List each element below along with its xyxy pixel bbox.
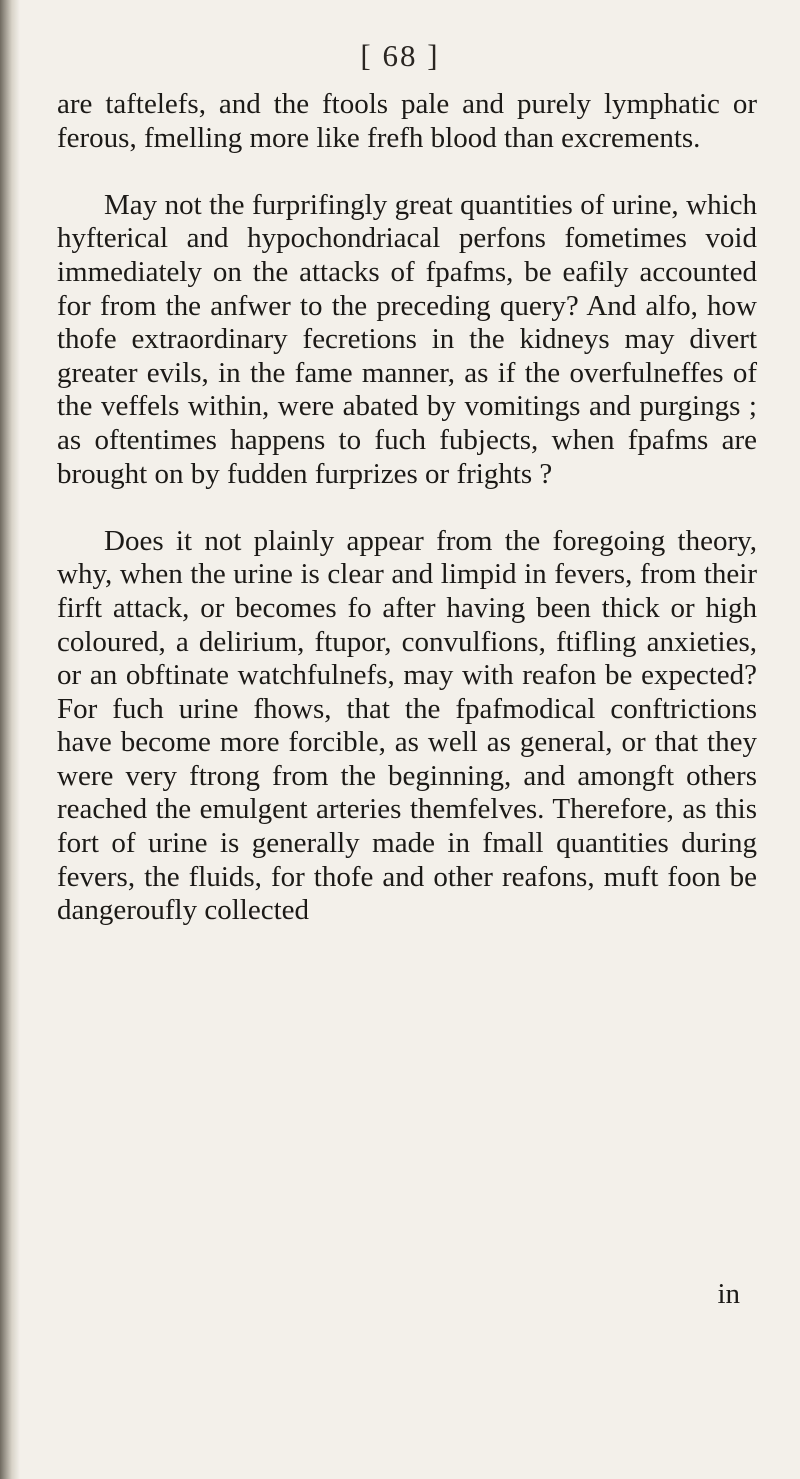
catchword: in [717,1278,740,1310]
page-number: [ 68 ] [360,38,440,73]
paragraph-1: are taftelefs, and the ftools pale and purely lymphatic or ferous, fmelling more like frefh blood than excrements. [57,88,757,154]
paragraph-2: May not the furprifingly great quantities of urine, which hyfterical and hypochondriacal perfons fometimes void immediately on the attacks of fpafms, be eafily accounted for from the anfwer to the preceding query? And alfo, how thofe extraordinary fecretions in the kidneys may divert greater evils, in the fame manner, as if the overfulneffes of the veffels within, were abated by vomitings and purgings ; as oftentimes happens to fuch fubjects, when fpafms are brought on by fudden furprizes or frights ? [57,188,757,490]
paragraph-3: Does it not plainly appear from the foregoing theory, why, when the urine is clear and limpid in fevers, from their firft attack, or becomes fo after having been thick or high coloured, a delirium, ftupor, convulfions, ftifling anxieties, or an obftinate watchfulnefs, may with reafon be expected? For fuch urine fhows, that the fpafmodical conftrictions have become more forcible, as well as general, or that they were very ftrong from the beginning, and amongft others reached the emulgent arteries themfelves. Therefore, as this fort of urine is generally made in fmall quantities during fevers, the fluids, for thofe and other reafons, muft foon be dangeroufly collected [57,524,757,927]
paragraph-gap [57,155,757,189]
paragraph-gap [57,491,757,525]
binding-edge [0,0,20,1479]
body-text [57,88,757,928]
